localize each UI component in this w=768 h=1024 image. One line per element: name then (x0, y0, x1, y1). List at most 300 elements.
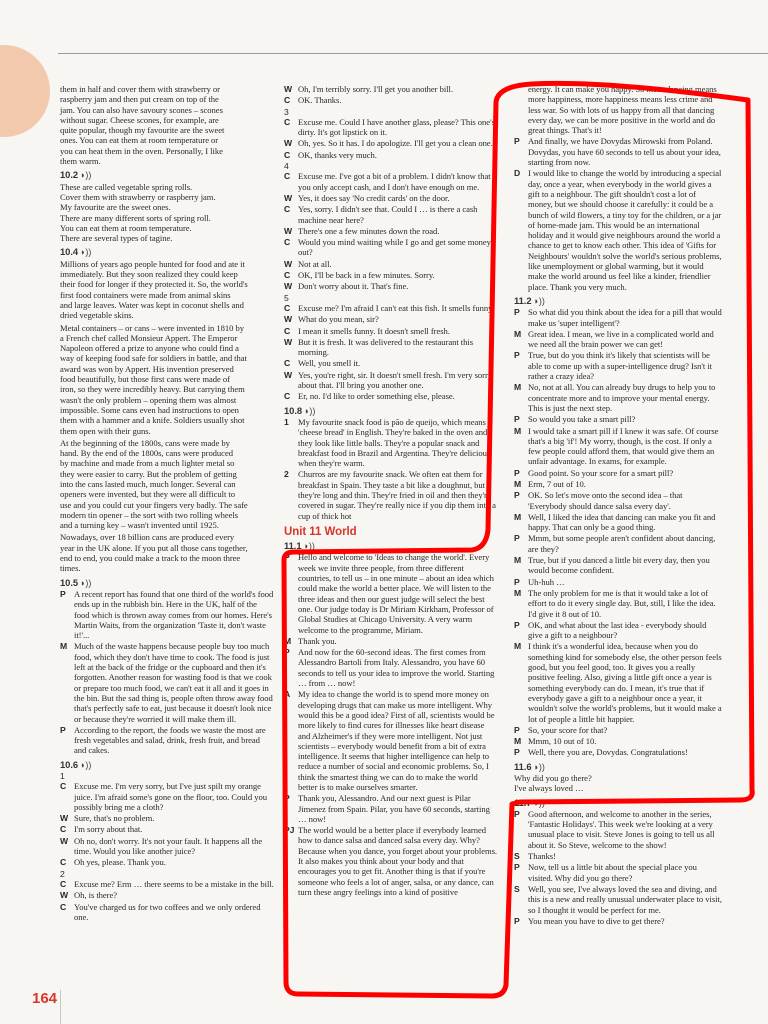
text-line: quite popular, though my favourite are the sweet (60, 125, 225, 136)
dialogue-number: 5 (284, 292, 289, 303)
dialogue-text: Thank you, Alessandro. And our next guest is Pilar Jimenez from Spain. Pilar, you have 60 seconds, starting … now! (298, 793, 490, 824)
dialogue-line (284, 825, 498, 897)
dialogue-line (284, 636, 498, 646)
text-line: without sugar. Cheese scones, for example, are (60, 114, 219, 125)
text-line: and a turning key – wasn't invented until 1925. (60, 520, 219, 531)
dialogue-line (514, 916, 722, 926)
dialogue-text: Much of the waste happens because people buy too much food, which they don't have time to cook. The food is just left at the back of the fridge or the cupboard and then it's forgotten. Another reason for wasting food is that we cook or prepare too much food, we can't eat it all and it goes in the bin. But the sad thing is, people often throw away food that's perfectly safe to eat, just because it doesn't look nice or because they're worried it will make them ill. (74, 641, 273, 724)
speaker-label: S (514, 851, 520, 862)
speaker-label: P (284, 793, 290, 804)
dialogue-text: And finally, we have Dovydas Mirowski from Poland. Dovydas, you have 60 seconds to tell us about your idea, starting from now. (528, 136, 721, 168)
text-line: Nowadays, over 18 billion cans are produced every (60, 532, 235, 543)
dialogue-number: 4 (284, 161, 289, 172)
dialogue-line (514, 382, 722, 413)
audio-icon[interactable]: ◗)) (304, 405, 316, 416)
speaker-label: W (284, 281, 293, 292)
dialogue-line (284, 95, 498, 105)
section-heading-10-8 (284, 406, 498, 416)
section-10-2-lines (60, 182, 274, 244)
text-line: You can eat them at room temperature. (60, 222, 192, 233)
text-line: iron, so they were incredibly heavy. But carrying them (60, 384, 245, 395)
dialogue-text: Not at all. (298, 258, 332, 269)
dialogue-line (284, 793, 498, 824)
audio-icon[interactable]: ◗)) (80, 170, 92, 181)
dialogue-text: energy. It can make you happy. So more dancing means more happiness, more happiness means less crime and less war. So with lots of us happy from all that dancing every day, we can be more positive in the world and do great things. That's it! (528, 84, 717, 136)
text-line: you can heat them in the oven. Personally, I like (60, 145, 223, 156)
text-line: Napoleon offered a prize to anyone who could find a (60, 343, 239, 354)
dialogue-text: True, but do you think it's likely that scientists will be able to come up with a super-intelligence drug? Isn't it rather a crazy idea? (528, 350, 713, 382)
dialogue-line (284, 552, 498, 634)
dialogue-text: Mmm, 10 out of 10. (528, 736, 597, 747)
unit-title: Unit 11 World (284, 525, 357, 538)
dialogue-line (284, 370, 498, 391)
text-line: end to end, you could make a track to the moon three (60, 553, 241, 564)
header-rule (58, 53, 768, 54)
text-line: raspberry jam and then put cream on top of the (60, 94, 219, 105)
speaker-label: W (284, 138, 293, 149)
dialogue-text: Well, you see, I've always loved the sea and diving, and this is a new and really unusual underwater place to visit, so I thought it would be perfect for me. (528, 883, 722, 915)
speaker-label: M (514, 425, 522, 436)
dialogue-line (284, 237, 498, 258)
dialogue-text: Oh, I'm terribly sorry. I'll get you another bill. (298, 84, 453, 94)
speaker-label: M (514, 555, 522, 566)
text-line: Millions of years ago people hunted for food and ate it (60, 258, 245, 269)
speaker-label: C (284, 302, 291, 313)
dialogue-text: True, but if you danced a little bit every day, then you would become confident. (528, 555, 710, 576)
speaker-label: M (514, 478, 522, 489)
page-number: 164 (32, 990, 58, 1007)
section-number: 11.2 (514, 294, 532, 306)
text-line: use and you could cut your fingers very badly. The safe (60, 499, 248, 510)
dialogue-text: Now, tell us a little bit about the special place you visited. Why did you go there? (528, 862, 697, 883)
dialogue-line (514, 329, 722, 350)
peach-circle-decoration (0, 45, 50, 137)
speaker-label: C (284, 270, 291, 281)
dialogue-line (514, 426, 722, 467)
dialogue-text: A recent report has found that one third of the world's food ends up in the rubbish bin. Here in the UK, half of the food which is thrown away comes from our homes. Here's Martin Waits, from the organization 'Taste it, don't waste it!'... (74, 588, 274, 641)
audio-icon[interactable]: ◗)) (533, 295, 545, 306)
text-line: These are called vegetable spring rolls. (60, 181, 193, 192)
speaker-label: C (284, 237, 291, 248)
section-heading-11-1 (284, 541, 498, 551)
speaker-label: P (514, 350, 520, 361)
dialogue-text: And now for the 60-second ideas. The first comes from Alessandro Bartoli from Italy. Alessandro, you have 60 seconds to tell us your idea to improve the world. Starting … from … now! (298, 647, 495, 689)
section-10-4-paragraph-1 (60, 259, 274, 321)
dialogue-line (284, 391, 498, 401)
section-heading-10-4 (60, 247, 274, 257)
dialogue-text: OK. So let's move onto the second idea – that 'Everybody should dance salsa every day'. (528, 490, 683, 511)
dialogue-line (514, 884, 722, 915)
dialogue-text: Don't worry about it. That's fine. (298, 281, 409, 292)
section-10-4-paragraph-3 (60, 438, 274, 531)
dialogue-line (284, 326, 498, 336)
speaker-label: 2 (284, 469, 289, 480)
audio-icon[interactable]: ◗)) (533, 797, 545, 808)
dialogue-line (514, 555, 722, 576)
dialogue-line (284, 138, 498, 148)
dialogue-text: There's one a few minutes down the road. (298, 225, 440, 236)
dialogue-line (60, 902, 274, 923)
dialogue-line (514, 747, 722, 757)
speaker-label: P (514, 533, 520, 544)
speaker-label: M (514, 641, 522, 652)
section-number: 11.6 (514, 760, 532, 772)
dialogue-line (284, 469, 498, 520)
dialogue-3 (284, 117, 498, 160)
text-line: and large leaves. Water was kept in coconut shells and (60, 299, 244, 310)
section-number: 10.5 (60, 576, 79, 588)
dialogue-number: 3 (284, 106, 289, 117)
audio-icon[interactable]: ◗)) (303, 541, 315, 552)
speaker-label: M (514, 587, 522, 598)
text-line: award was won by Appert. His invention preserved (60, 363, 234, 374)
dialogue-line (284, 193, 498, 203)
text-line: openers were invented, but they were all difficult to (60, 489, 235, 500)
text-line: first food containers were made from animal skins (60, 289, 231, 300)
dialogue-text: Well, there you are, Dovydas. Congratulations! (528, 747, 688, 758)
text-line: year in the UK alone. If you put all those cans together, (60, 542, 248, 553)
dialogue-5 (284, 303, 498, 402)
text-line: Metal containers – or cans – were invented in 1810 by (60, 322, 244, 333)
text-line: Why did you go there? (514, 773, 592, 783)
section-heading-10-2 (60, 170, 274, 180)
dialogue-text: Would you mind waiting while I go and get some money out? (298, 237, 491, 258)
dialogue-text: Uh-huh … (528, 576, 565, 587)
dialogue-line (60, 857, 274, 867)
dialogue-line (514, 307, 722, 328)
dialogue-text: Thanks! (528, 851, 556, 862)
speaker-label: P (514, 576, 520, 587)
speaker-label: PJ (284, 825, 295, 836)
dialogue-text: Thank you. (298, 635, 337, 646)
dialogue-line (284, 281, 498, 291)
column-right (514, 84, 722, 927)
dialogue-line (284, 259, 498, 269)
speaker-label: P (514, 467, 520, 478)
section-heading-11-7 (514, 798, 722, 808)
dialogue-text: So, your score for that? (528, 724, 608, 735)
dialogue-text: I mean it smells funny. It doesn't smell fresh. (298, 325, 450, 336)
dialogue-line (60, 781, 274, 812)
dialogue-text: Excuse me? I'm afraid I can't eat this fish. It smells funny. (298, 302, 494, 313)
dialogue-text: Mmm, but some people aren't confident about dancing, are they? (528, 533, 716, 554)
section-number: 11.7 (514, 796, 532, 808)
speaker-label: C (60, 878, 67, 889)
dialogue-text: Great idea. I mean, we live in a complicated world and we need all the brain power we can get! (528, 328, 714, 350)
dialogue-text: My idea to change the world is to spend more money on developing drugs that can make us more intelligent. Why would this be a good idea? First of all, scientists would be more likely to find cures for illnesses like heart disease and Alzheimer's if they were more intelligent. Not just scientists – everybody would benefit from a bit of extra intelligence. It seems that higher intelligence can help to reduce a number of social and economic problems. So, I think the smartest thing we can do to make the world better is to make ourselves smarter. (298, 689, 495, 792)
dialogue-text: Oh no, don't worry. It's not your fault. It happens all the time. Would you like another juice? (74, 835, 263, 857)
dialogue-line (514, 588, 722, 619)
dialogue-text: According to the report, the foods we waste the most are fresh vegetables and salad, drink, fresh fruit, and bread and cakes. (74, 724, 266, 756)
dialogue-line (284, 84, 498, 94)
section-heading-10-5 (60, 578, 274, 588)
text-line: modern tin opener – the sort with two rolling wheels (60, 509, 239, 520)
dialogue-line (514, 168, 722, 292)
text-line: Cover them with strawberry or raspberry jam. (60, 191, 216, 202)
text-line: them in half and cover them with strawberry or (60, 84, 220, 94)
section-10-8-items (284, 417, 498, 521)
section-11-6-lines (514, 773, 722, 794)
dialogue-text: Erm, 7 out of 10. (528, 478, 586, 489)
intro-paragraph (60, 84, 274, 166)
dialogue-text: I would take a smart pill if I knew it was safe. Of course that's a big 'if'! My worry, though, is the cost. If only a few people could afford them, that would give them an unfair advantage. In exams, for example. (528, 425, 719, 467)
dialogue-text: I think it's a wonderful idea, because when you do something kind for somebody else, the other person feels good, but you feel good, too. It gives you a really positive feeling. Also, giving a little gift once a year is something everybody can do. I mean, it's true that if everybody gave a gift to a neighbour once a year, it wouldn't solve the world's problems, but it would make a lot of people a little bit happier. (528, 641, 722, 724)
speaker-label: 1 (284, 416, 289, 427)
speaker-label: P (514, 619, 520, 630)
dialogue-line (60, 890, 274, 900)
speaker-label: W (284, 225, 293, 236)
dialogue-line (60, 836, 274, 857)
audio-icon[interactable]: ◗)) (533, 761, 545, 772)
speaker-label: M (514, 328, 522, 339)
text-line: way of keeping food safe for soldiers in battle, and that (60, 353, 247, 364)
dialogue-line (514, 533, 722, 554)
section-11-2-dialogue (514, 307, 722, 757)
speaker-label: D (514, 168, 521, 179)
dialogue-line (514, 490, 722, 511)
dialogue-continued (284, 84, 498, 106)
text-line: There are several types of tagine. (60, 233, 173, 244)
speaker-label: C (284, 116, 291, 127)
speaker-label: C (284, 95, 291, 106)
dialogue-line (514, 512, 722, 533)
dialogue-text: I'm sorry about that. (74, 824, 143, 835)
text-line: times. (60, 563, 81, 574)
text-line: At the beginning of the 1800s, cans were made by (60, 437, 230, 448)
dialogue-line (514, 862, 722, 883)
dialogue-text: OK. Thanks. (298, 95, 342, 106)
dialogue-text: Excuse me. Could I have another glass, please? This one's dirty. It's got lipstick on it. (298, 116, 495, 138)
speaker-label: C (284, 171, 291, 182)
dialogue-line (514, 809, 722, 850)
speaker-label: S (514, 883, 520, 894)
dialogue-line (284, 117, 498, 138)
speaker-label: W (284, 258, 293, 269)
speaker-label: P (284, 647, 290, 658)
section-11-1-continued (514, 84, 722, 292)
speaker-label: M (514, 511, 522, 522)
text-line: them open with their guns. (60, 425, 151, 436)
text-line: immediately. But they soon realized they could keep (60, 269, 238, 280)
text-line: food beautifully, but those first cans were made of (60, 374, 230, 385)
footer-rule (60, 990, 61, 1024)
speaker-label: C (60, 781, 67, 792)
dialogue-line (284, 171, 498, 192)
dialogue-line (514, 350, 722, 381)
text-line: a French chef called Monsieur Appert. The Emperor (60, 332, 238, 343)
dialogue-text: Sure, that's no problem. (74, 813, 155, 824)
dialogue-text: The world would be a better place if everybody learned how to dance salsa and danced salsa every day. Why? Because when you dance, you forget about your problems. It also makes you think about your body and that encourages you to get fit. Another thing is that if you're someone who feels a lot of anger, salsa, or any dance, can turn these angry feelings into a kind of positive (298, 825, 497, 897)
dialogue-line (60, 725, 274, 756)
section-number: 10.4 (60, 246, 79, 258)
dialogue-line (514, 479, 722, 489)
dialogue-line (284, 647, 498, 688)
dialogue-line (284, 226, 498, 236)
dialogue-text: Oh, is there? (74, 890, 118, 901)
dialogue-text: Excuse me? Erm … there seems to be a mistake in the bill. (74, 878, 274, 889)
dialogue-line (514, 84, 722, 135)
dialogue-line (60, 813, 274, 823)
dialogue-line (284, 270, 498, 280)
speaker-label: C (284, 204, 291, 215)
dialogue-text: Hello and welcome to 'Ideas to change the world'. Every week we invite three people, from three different countries, to tell us – in one minute – about an idea which could make the world a better place. We will listen to the three ideas and then our guest judge will select the best one. Our judge today is Dr Miriam Kirkham, Professor of Global Studies at Chicago University. A very warm welcome to the programme, Miriam. (298, 552, 494, 635)
dialogue-text: But it is fresh. It was delivered to the restaurant this morning. (298, 336, 474, 358)
column-left (60, 84, 274, 923)
speaker-label: P (514, 915, 520, 926)
dialogue-line (60, 589, 274, 640)
text-line: hand. By the end of the 1800s, cans were produced (60, 448, 233, 459)
dialogue-text: Yes, you're right, sir. It doesn't smell fresh. I'm very sorry about that. I'll bring you another one. (298, 369, 493, 391)
speaker-label: M (284, 635, 292, 646)
text-line: My favourite are the sweet ones. (60, 202, 171, 213)
dialogue-text: So what did you think about the idea for a pill that would make us 'super intelligent'? (528, 307, 722, 328)
dialogue-line (284, 314, 498, 324)
speaker-label: P (514, 747, 520, 758)
dialogue-text: Yes, sorry. I didn't see that. Could I … is there a cash machine near here? (298, 204, 478, 225)
dialogue-text: OK, and what about the last idea - everybody should give a gift to a neighbour? (528, 619, 707, 641)
section-number: 10.8 (284, 404, 303, 416)
speaker-label: P (514, 414, 520, 425)
speaker-label: W (60, 835, 69, 846)
text-line: into the cans lasted much, much longer. Several can (60, 478, 236, 489)
dialogue-text: Well, you smell it. (298, 358, 361, 369)
dialogue-line (514, 725, 722, 735)
speaker-label: P (514, 862, 520, 873)
text-line: dried vegetable skins. (60, 310, 134, 321)
speaker-label: W (284, 314, 293, 325)
speaker-label: W (284, 336, 293, 347)
speaker-label: C (284, 149, 291, 160)
dialogue-line (514, 136, 722, 167)
text-line: them warm. (60, 156, 101, 167)
dialogue-text: Er, no. I'd like to order something else, please. (298, 391, 455, 402)
speaker-label: C (60, 857, 67, 868)
speaker-label: P (284, 552, 290, 563)
speaker-label: P (514, 490, 520, 501)
text-line: There are many different sorts of spring roll. (60, 212, 211, 223)
speaker-label: P (514, 136, 520, 147)
text-line: impossible. Some cans even had instructions to open (60, 404, 239, 415)
section-10-5-dialogue (60, 589, 274, 756)
text-line: by machine and made from a much lighter metal so (60, 458, 235, 469)
dialogue-line (60, 824, 274, 834)
dialogue-text: Good afternoon, and welcome to another in the series, 'Fantastic Holidays'. This week we're looking at a very unusual place to visit. Steve Jones is going to tell us all about it. So Steve, welcome to the show! (528, 808, 715, 850)
dialogue-line (284, 689, 498, 792)
speaker-label (514, 84, 528, 135)
dialogue-text: Churros are my favourite snack. We often eat them for breakfast in Spain. They taste a bit like a doughnut, but they're long and thin. They're fried in oil and then they're covered in sugar. They're really nice if you dip them into a cup of thick hot (298, 469, 496, 521)
speaker-label: C (60, 901, 67, 912)
section-10-6-dialogue-1 (60, 781, 274, 867)
speaker-label: M (514, 736, 522, 747)
dialogue-text: You mean you have to dive to get there? (528, 915, 665, 926)
section-heading-11-6 (514, 762, 722, 772)
dialogue-text: Excuse me. I've got a bit of a problem. I didn't know that you only accept cash, and I don't have enough on me. (298, 171, 491, 192)
speaker-label: C (284, 325, 291, 336)
speaker-label: W (284, 192, 293, 203)
speaker-label: P (514, 307, 520, 318)
speaker-label: P (514, 808, 520, 819)
text-line: I've always loved … (514, 783, 584, 794)
dialogue-text: Excuse me. I'm very sorry, but I've just spilt my orange juice. I'm afraid some's gone on the floor, too. Could you possibly bring me a cloth? (74, 781, 267, 812)
dialogue-line (284, 303, 498, 313)
dialogue-line (514, 577, 722, 587)
dialogue-4 (284, 171, 498, 291)
text-line: jam. You can also have savoury scones – scones (60, 104, 223, 115)
text-line: them with a hammer and a knife. Soldiers usually shot (60, 415, 245, 426)
dialogue-number: 1 (60, 771, 65, 781)
section-number: 11.1 (284, 540, 302, 552)
dialogue-line (284, 417, 498, 468)
dialogue-line (284, 337, 498, 358)
dialogue-line (514, 620, 722, 641)
dialogue-text: I would like to change the world by introducing a special day, once a year, when everybody in the world gives a gift to a neighbour. The gift shouldn't cost a lot of money, but we should choose it carefully: it could be a bunch of wild flowers, a tiny toy for the children, or a jar of home-made jam. This would be an international holiday and it would give neighbours around the world a chance to get to know each other. This idea of 'Gifts for Neighbours' wouldn't solve the world's serious problems, like unemployment or global warming, but it would make the world around us feel like a kinder, friendlier place. Thank you very much. (528, 168, 722, 292)
dialogue-line (514, 736, 722, 746)
section-11-1-dialogue (284, 552, 498, 897)
dialogue-text: What do you mean, sir? (298, 314, 379, 325)
dialogue-line (514, 851, 722, 861)
dialogue-text: You've charged us for two coffees and we only ordered one. (74, 901, 261, 922)
dialogue-line (284, 358, 498, 368)
section-10-4-paragraph-4 (60, 532, 274, 573)
dialogue-text: Well, I liked the idea that dancing can make you fit and happy. That can only be a good thing. (528, 511, 716, 533)
audio-icon[interactable]: ◗)) (80, 247, 92, 258)
dialogue-text: Oh yes, please. Thank you. (74, 857, 166, 868)
speaker-label: W (284, 84, 293, 94)
audio-icon[interactable]: ◗)) (80, 577, 92, 588)
speaker-label: P (60, 588, 66, 599)
dialogue-line (60, 879, 274, 889)
speaker-label: W (284, 369, 293, 380)
section-heading-10-6 (60, 760, 274, 770)
section-number: 10.2 (60, 169, 79, 181)
text-line: they were easier to carry. But the problem of getting (60, 468, 237, 479)
dialogue-number: 2 (60, 868, 65, 879)
text-line: ones. You can eat them at room temperature or (60, 135, 219, 146)
dialogue-line (514, 468, 722, 478)
text-line: wasn't the only problem – opening them was almost (60, 394, 237, 405)
dialogue-text: The only problem for me is that it would take a lot of effort to do it every single day. But, still, I like the idea. I'd give it 8 out of 10. (528, 587, 716, 619)
text-line: their food for longer if they protected it. So, the world's (60, 279, 248, 290)
speaker-label: C (284, 358, 291, 369)
speaker-label: C (60, 824, 67, 835)
dialogue-line (514, 641, 722, 723)
speaker-label: P (60, 724, 66, 735)
section-10-6-dialogue-2 (60, 879, 274, 922)
dialogue-line (284, 204, 498, 225)
dialogue-text: Good point. So your score for a smart pill? (528, 467, 674, 478)
section-10-4-paragraph-2 (60, 323, 274, 436)
audio-icon[interactable]: ◗)) (80, 759, 92, 770)
speaker-label: M (514, 382, 522, 393)
speaker-label: W (60, 890, 69, 901)
speaker-label: C (284, 391, 291, 402)
dialogue-text: My favourite snack food is pão de queijo, which means 'cheese bread' in English. They're baked in the oven and they look like little balls. They're a popular snack and breakfast food in Brazil and Argentina. They're delicious when they're warm. (298, 416, 491, 469)
dialogue-text: No, not at all. You can already buy drugs to help you to concentrate more and to improve your mental energy. This is just the next step. (528, 382, 716, 413)
section-number: 10.6 (60, 758, 79, 770)
section-heading-11-2 (514, 296, 722, 306)
section-11-7-dialogue (514, 809, 722, 926)
dialogue-text: So would you take a smart pill? (528, 414, 636, 425)
dialogue-line (60, 641, 274, 723)
dialogue-line (284, 150, 498, 160)
dialogue-text: OK, thanks very much. (298, 149, 377, 160)
speaker-label: M (60, 641, 68, 652)
dialogue-text: OK, I'll be back in a few minutes. Sorry. (298, 270, 435, 281)
dialogue-text: Oh, yes. So it has. I do apologize. I'll get you a clean one. (298, 138, 493, 149)
speaker-label: P (514, 724, 520, 735)
dialogue-text: Yes, it does say 'No credit cards' on the door. (298, 192, 450, 203)
speaker-label: W (60, 813, 69, 824)
